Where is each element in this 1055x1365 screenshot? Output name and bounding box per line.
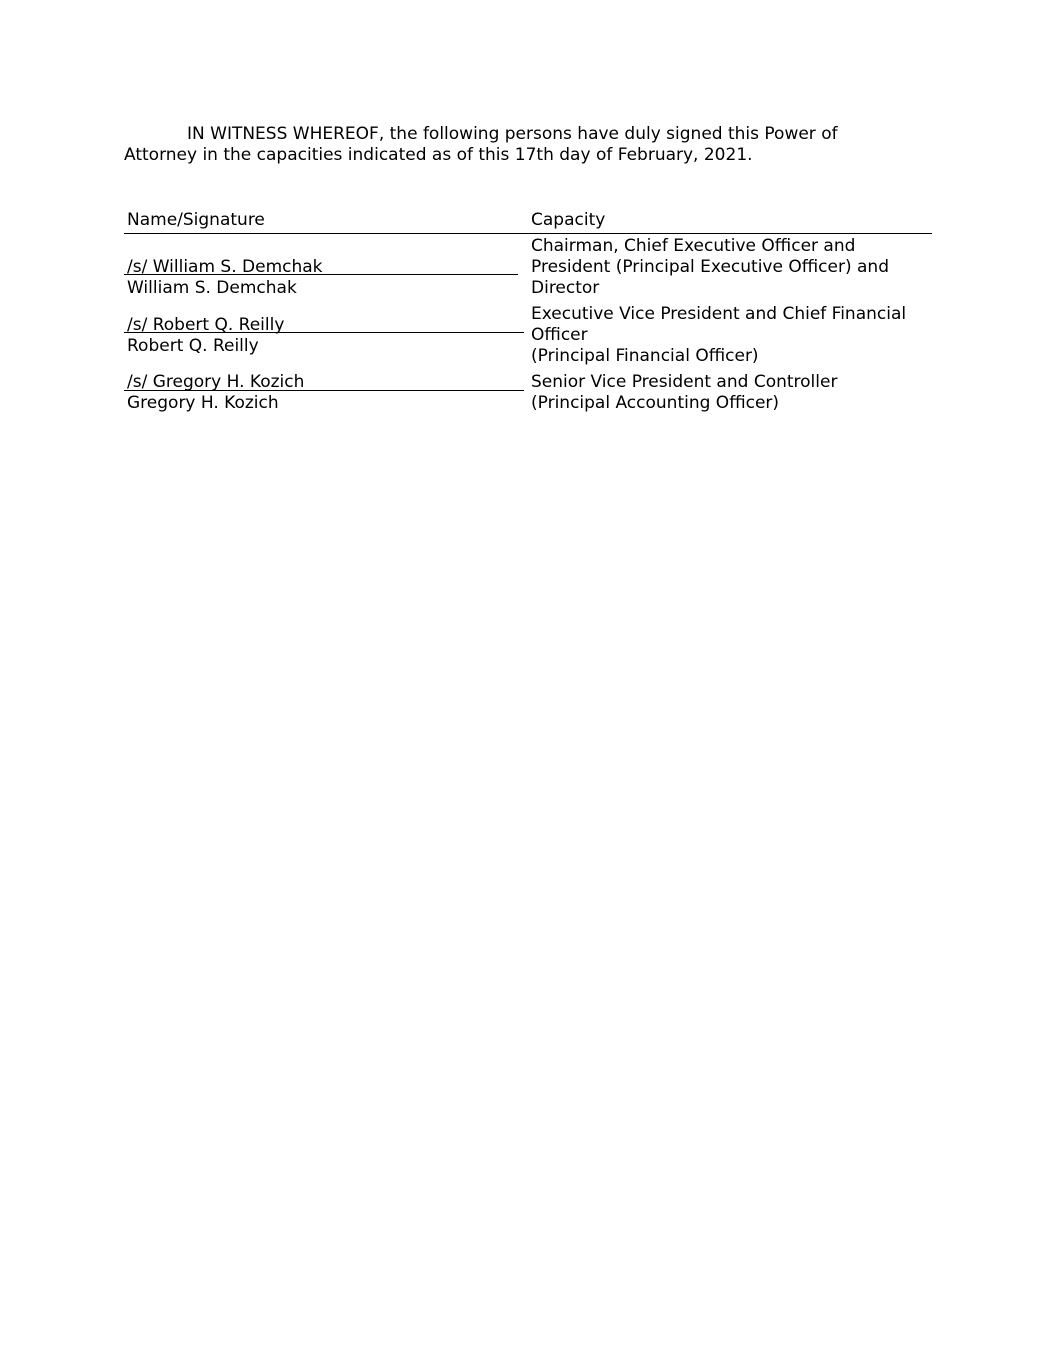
witness-paragraph: IN WITNESS WHEREOF, the following persons have duly signed this Power of Attorney in the capacities indicated as of this 17th day of February, 2021. [124, 124, 838, 165]
capacity-line: President (Principal Executive Officer) and [531, 257, 889, 277]
capacity-text [531, 372, 837, 414]
header-capacity: Capacity [531, 210, 606, 230]
signature-line [124, 390, 524, 391]
capacity-line: Senior Vice President and Controller [531, 372, 838, 392]
signer-name: Gregory H. Kozich [127, 393, 279, 413]
signature-text: /s/ William S. Demchak [127, 257, 323, 277]
header-name-signature: Name/Signature [127, 210, 265, 230]
signature-text: /s/ Robert Q. Reilly [127, 315, 285, 335]
capacity-text [531, 236, 889, 299]
capacity-text [531, 304, 906, 367]
signer-name: William S. Demchak [127, 278, 297, 298]
capacity-line: Director [531, 278, 600, 298]
capacity-line: (Principal Accounting Officer) [531, 393, 780, 413]
capacity-line: Chairman, Chief Executive Officer and [531, 236, 856, 256]
signature-line [124, 274, 518, 275]
capacity-line: Executive Vice President and Chief Financial [531, 304, 907, 324]
capacity-line: (Principal Financial Officer) [531, 346, 759, 366]
capacity-line: Officer [531, 325, 588, 345]
table-header [124, 210, 932, 234]
signature-line [124, 332, 524, 333]
signer-name: Robert Q. Reilly [127, 336, 259, 356]
signature-text: /s/ Gregory H. Kozich [127, 372, 305, 392]
